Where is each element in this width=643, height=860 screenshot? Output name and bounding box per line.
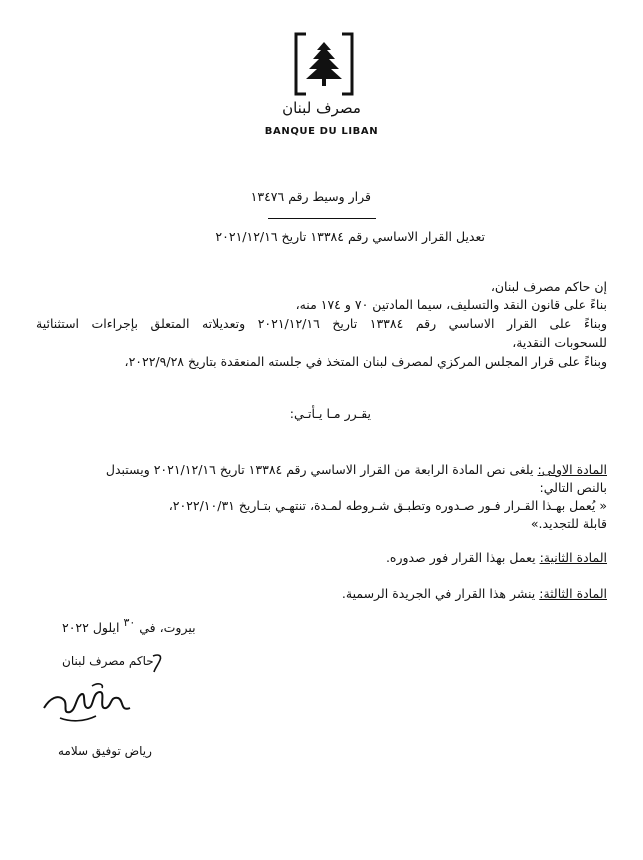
decides-heading: يقـرر مـا يـأتـي:: [289, 406, 371, 421]
preamble-line-5: وبناءً على قرار المجلس المركزي لمصرف لبنان المتخذ في جلسته المنعقدة بتاريخ ٢٠٢٢/٩/٢٨،: [124, 354, 607, 369]
place-date: [62, 616, 196, 635]
article-1-label: المادة الاولى:: [537, 462, 607, 477]
logo-arabic-text: مصرف لبنان: [282, 99, 361, 117]
logo-french-text: BANQUE DU LIBAN: [264, 126, 379, 137]
article-2-text: يعمل بهذا القرار فور صدوره.: [385, 550, 536, 565]
handwritten-mark-icon: [150, 652, 166, 674]
date-day: ٣٠: [123, 616, 136, 629]
article-1-text: يلغى نص المادة الرابعة من القرار الاساسي رقم ١٣٣٨٤ تاريخ ٢٠٢١/١٢/١٦ ويستبدل: [105, 462, 534, 477]
article-2: [386, 549, 607, 567]
decision-number: قرار وسيط رقم ١٣٤٧٦: [250, 189, 371, 204]
article-3: [342, 585, 607, 603]
article-1: [106, 461, 607, 479]
cedar-logo-icon: [294, 32, 354, 96]
signature-icon: [40, 678, 140, 728]
article-1-line-2: بالنص التالي:: [539, 480, 607, 495]
preamble-line-2: بناءً على قانون النقد والتسليف، سيما المادتين ٧٠ و ١٧٤ منه،: [295, 297, 607, 312]
date-month-year: ايلول ٢٠٢٢: [62, 620, 120, 635]
governor-name: رياض توفيق سلامه: [58, 744, 152, 758]
article-3-text: ينشر هذا القرار في الجريدة الرسمية.: [341, 586, 536, 601]
divider-line: [268, 218, 376, 219]
preamble-line-4: للسحوبات النقدية،: [512, 335, 607, 350]
preamble-line-1: إن حاكم مصرف لبنان،: [490, 279, 607, 294]
article-3-label: المادة الثالثة:: [539, 586, 607, 601]
place-text: بيروت، في: [139, 620, 196, 635]
governor-title: حاكم مصرف لبنان: [62, 654, 154, 668]
article-2-label: المادة الثانية:: [539, 550, 607, 565]
article-1-line-3: « يُعمل بهـذا القـرار فـور صـدوره وتطبـق شـروطه لمـدة، تنتهـي بتـاريخ ٢٠٢٢/١٠/٣١،: [168, 498, 607, 513]
article-1-line-4: قابلة للتجديد.»: [530, 516, 607, 531]
preamble-line-3: وبناءً على القرار الاساسي رقم ١٣٣٨٤ تاريخ ٢٠٢١/١٢/١٦ وتعديلاته المتعلق بإجراءات استثنائية: [36, 316, 607, 331]
decision-subject: تعديل القرار الاساسي رقم ١٣٣٨٤ تاريخ ٢٠٢١/١٢/١٦: [215, 229, 485, 244]
